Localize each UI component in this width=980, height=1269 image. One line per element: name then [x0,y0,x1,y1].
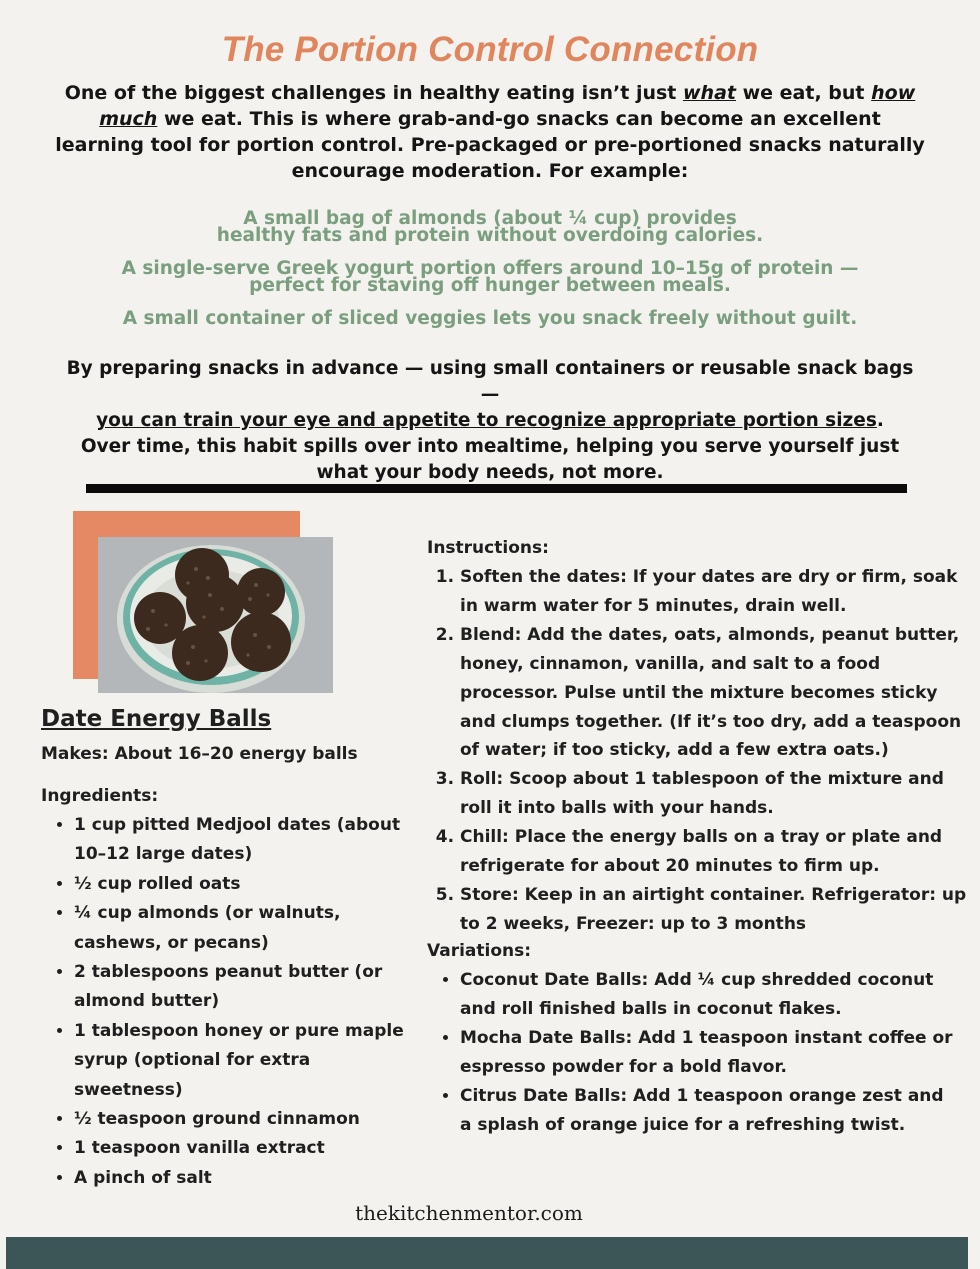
closing-paragraph: By preparing snacks in advance — using small containers or reusable snack bags — you can train your eye and appetite to recognize appropriate portion sizes. Over time, this habit spills over into mealtime, helping you serve yourself just what your body needs, not more. [66,358,914,483]
variation-item: • Mocha Date Balls: Add 1 teaspoon instant coffee or espresso powder for a bold flavor. [460,1024,960,1082]
recipe-title: Date Energy Balls [41,706,272,732]
section-divider [86,484,907,493]
example-almonds: A small bag of almonds (about ¼ cup) provides healthy fats and protein without overdoing calories. [216,208,764,246]
page-title: The Portion Control Connection [221,30,759,69]
ingredients-list [41,811,424,1193]
ingredient-item: • 1 tablespoon honey or pure maple syrup (optional for extra sweetness) [74,1017,424,1105]
instructions-heading: Instructions: [427,538,549,558]
variations-list [427,966,960,1139]
ingredient-item: • ¼ cup almonds (or walnuts, cashews, or pecans) [74,899,424,958]
instruction-step: 1. Soften the dates: If your dates are dry or firm, soak in warm water for 5 minutes, drain well. [460,563,970,621]
variation-item: • Coconut Date Balls: Add ¼ cup shredded coconut and roll finished balls in coconut flakes. [460,966,960,1024]
example-veggies: A small container of sliced veggies lets you snack freely without guilt. [122,308,858,329]
portion-examples [80,210,900,343]
footer-bar [6,1237,968,1269]
instructions-list [427,563,970,939]
ingredient-item: • ½ cup rolled oats [74,870,424,899]
variations-heading: Variations: [427,941,532,961]
ingredient-item: • ½ teaspoon ground cinnamon [74,1105,424,1134]
instruction-step: 4. Chill: Place the energy balls on a tray or plate and refrigerate for about 20 minutes to firm up. [460,823,970,881]
instruction-step: 2. Blend: Add the dates, oats, almonds, peanut butter, honey, cinnamon, vanilla, and salt to a food processor. Pulse until the mixture becomes sticky and clumps together. (If it’s too dry, add a teaspoon of water; if too sticky, add a few extra oats.) [460,621,970,766]
instruction-step: 3. Roll: Scoop about 1 tablespoon of the mixture and roll it into balls with your hands. [460,765,970,823]
variation-item: • Citrus Date Balls: Add 1 teaspoon orange zest and a splash of orange juice for a refreshing twist. [460,1082,960,1140]
ingredients-heading: Ingredients: [41,786,159,806]
instruction-step: 5. Store: Keep in an airtight container. Refrigerator: up to 2 weeks, Freezer: up to 3 months [460,881,970,939]
ingredient-item: • 1 teaspoon vanilla extract [74,1134,424,1163]
emphasis-how-much: how much [99,82,916,130]
emphasis-what: what [683,82,736,104]
intro-paragraph: One of the biggest challenges in healthy eating isn’t just what we eat, but how much we eat. This is where grab-and-go snacks can become an excellent learning tool for portion control. Pre-packaged or pre-portioned snacks naturally encourage moderation. For example: [55,82,925,182]
ingredient-item: • 2 tablespoons peanut butter (or almond butter) [74,958,424,1017]
yield-text: Makes: About 16–20 energy balls [41,744,358,764]
example-yogurt: A single-serve Greek yogurt portion offers around 10–15g of protein — perfect for staving off hunger between meals. [121,258,859,296]
energy-balls-photo [98,537,333,693]
underlined-key-point: you can train your eye and appetite to recognize appropriate portion sizes [96,410,877,431]
ingredient-item: • A pinch of salt [74,1164,424,1193]
website-link[interactable]: thekitchenmentor.com [355,1201,583,1225]
ingredient-item: • 1 cup pitted Medjool dates (about 10–12 large dates) [74,811,424,870]
